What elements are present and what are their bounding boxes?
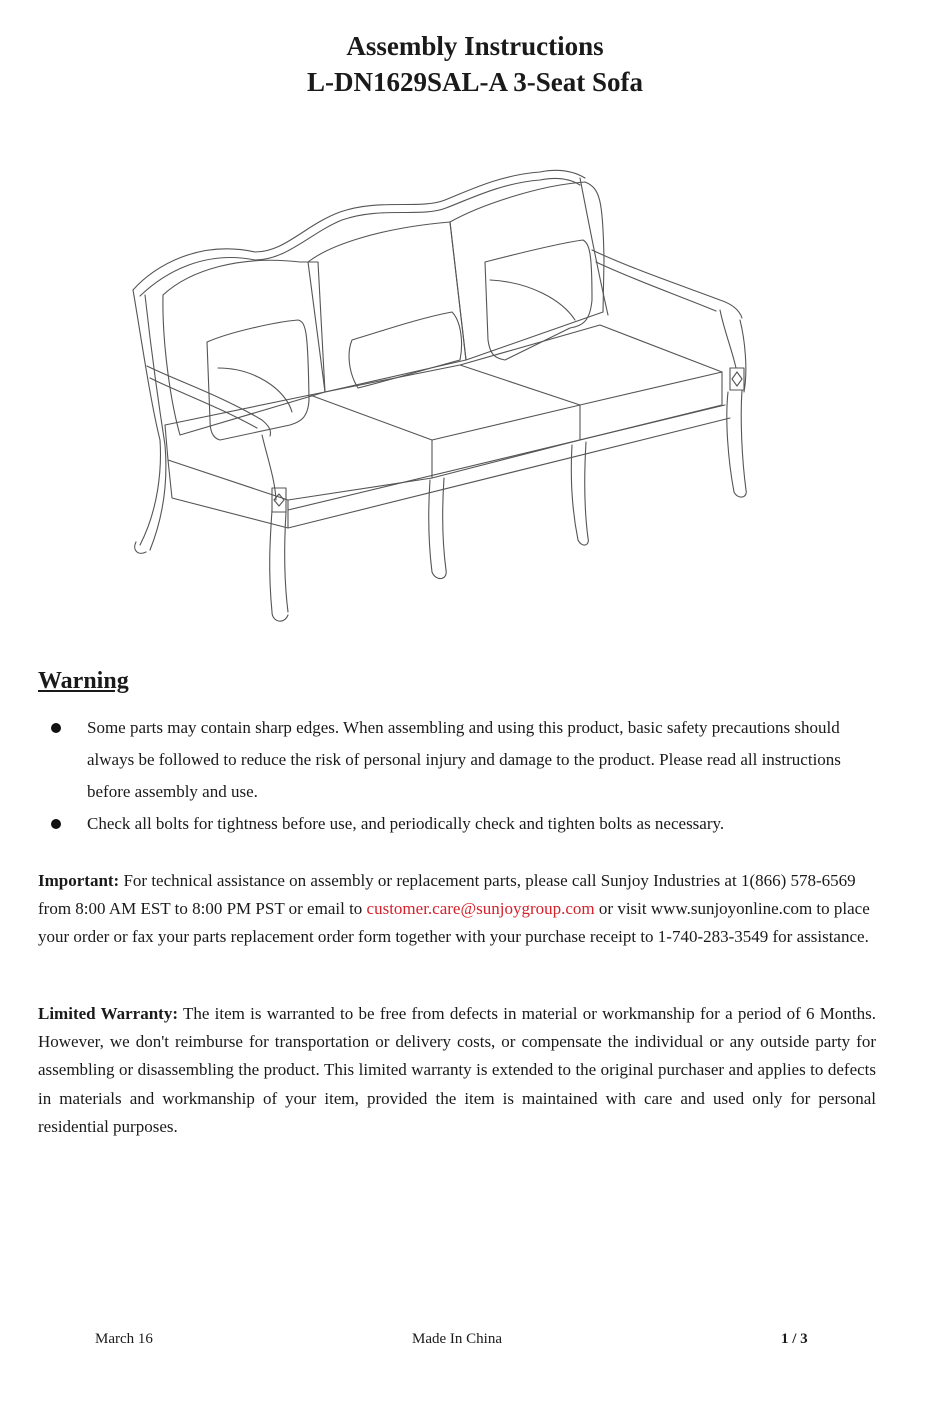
sofa-line-drawing-icon	[120, 150, 760, 640]
list-item	[38, 808, 878, 840]
footer-origin: Made In China	[412, 1331, 502, 1347]
warranty-paragraph	[38, 1000, 876, 1141]
support-email-link[interactable]: customer.care@sunjoygroup.com	[366, 899, 595, 919]
important-text: For technical assistance on assembly or replacement parts, please call Sunjoy Industries at 1(866) 578-6569 from 8:00 AM EST to 8:00 PM PST or email to	[38, 871, 856, 919]
bullet-icon	[51, 819, 61, 829]
warning-list	[38, 712, 878, 840]
page-title-line-1: Assembly Instructions	[346, 31, 604, 61]
important-paragraph	[38, 867, 876, 952]
bullet-icon	[51, 723, 61, 733]
warning-item-text: Some parts may contain sharp edges. When assembling and using this product, basic safety precautions should always be followed to reduce the risk of personal injury and damage to the product. Please read all instructions before assembly and use.	[87, 718, 841, 801]
footer-page-number: 1 / 3	[781, 1331, 808, 1347]
list-item	[38, 712, 878, 808]
page-title-line-2: L-DN1629SAL-A 3-Seat Sofa	[306, 67, 643, 97]
important-label: Important:	[38, 871, 120, 890]
warning-item-text: Check all bolts for tightness before use, and periodically check and tighten bolts as necessary.	[87, 814, 725, 833]
warning-heading: Warning	[38, 668, 129, 694]
warranty-text: The item is warranted to be free from defects in material or workmanship for a period of 6 Months. However, we don't reimburse for transportation or delivery costs, or compensate the individual or any outside party for assembling or disassembling the product. This limited warranty is extended to the original purchaser and applies to defects in materials and workmanship of your item, provided the item is maintained with care and used only for personal residential purposes.	[38, 1004, 877, 1136]
warranty-label: Limited Warranty:	[38, 1004, 179, 1023]
important-text-continued: or visit www.sunjoyonline.com to place your order or fax your parts replacement order form together with your purchase receipt to 1-740-283-3549 for assistance.	[38, 899, 870, 947]
footer-date: March 16	[95, 1331, 153, 1347]
